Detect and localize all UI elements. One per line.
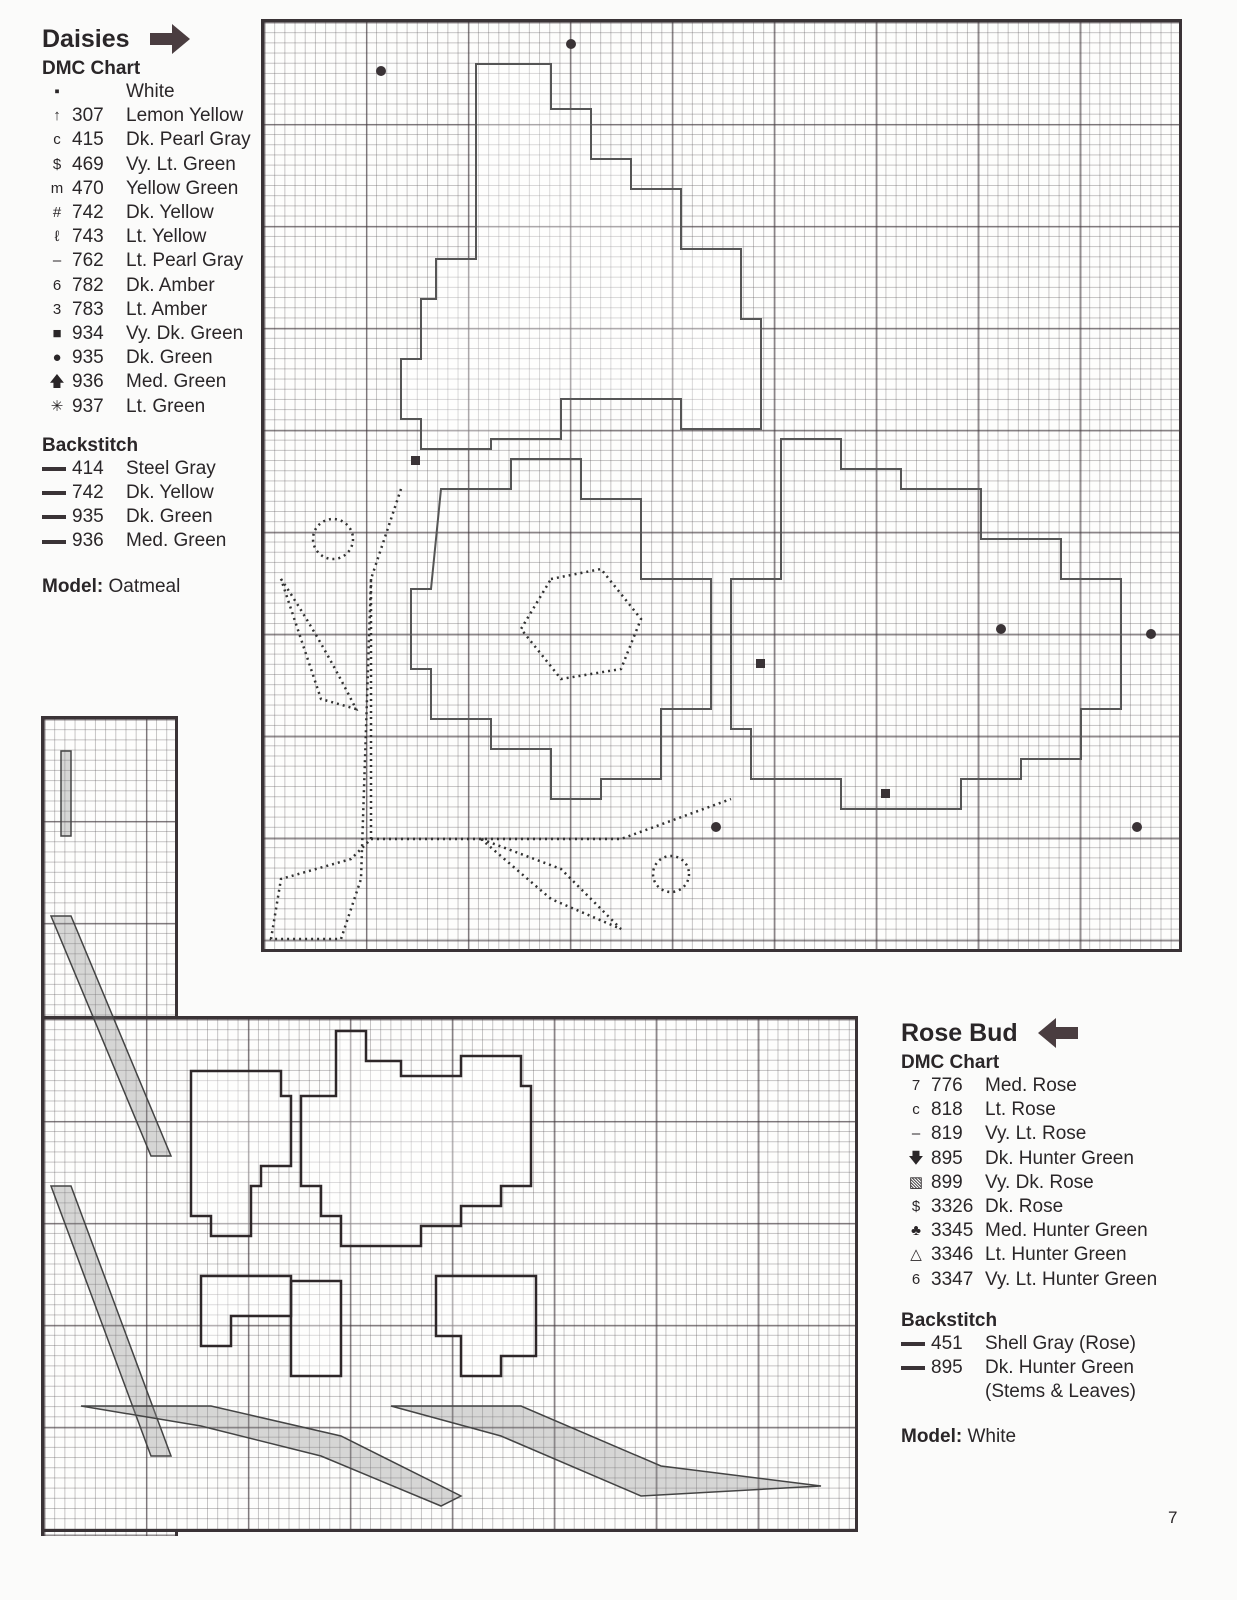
color-name: Dk. Hunter Green bbox=[985, 1147, 1134, 1169]
arrow-left-icon bbox=[1038, 1018, 1078, 1048]
dmc-code: 895 bbox=[931, 1147, 963, 1169]
backstitch-line-icon bbox=[901, 1332, 931, 1356]
color-name: White bbox=[126, 81, 175, 102]
color-name: Shell Gray (Rose) bbox=[985, 1332, 1136, 1354]
stitch-symbol-icon: ♣ bbox=[911, 1222, 921, 1240]
color-key-row bbox=[42, 346, 251, 370]
dmc-code: 414 bbox=[72, 457, 104, 479]
dmc-code: 776 bbox=[931, 1075, 963, 1096]
dmc-code: 451 bbox=[931, 1332, 963, 1354]
backstitch-note: (Stems & Leaves) bbox=[985, 1381, 1136, 1403]
backstitch-heading: Backstitch bbox=[42, 434, 139, 456]
stitch-symbol-icon: 6 bbox=[911, 1270, 921, 1288]
color-name: Lt. Pearl Gray bbox=[126, 250, 244, 272]
color-name: Med. Hunter Green bbox=[985, 1220, 1148, 1242]
backstitch-row bbox=[901, 1356, 1157, 1380]
daisies-title: Daisies bbox=[42, 24, 251, 54]
color-name: Dk. Green bbox=[126, 506, 213, 528]
dmc-code: 469 bbox=[72, 153, 104, 175]
color-key-row bbox=[42, 201, 251, 225]
color-key-row bbox=[42, 298, 251, 322]
color-key-row bbox=[901, 1122, 1157, 1146]
stitch-symbol-icon: $ bbox=[52, 155, 62, 173]
dmc-code: 307 bbox=[72, 105, 104, 127]
backstitch-line-icon bbox=[42, 505, 72, 529]
color-name: Dk. Yellow bbox=[126, 202, 214, 224]
dmc-code: 818 bbox=[931, 1099, 963, 1121]
dmc-code: 937 bbox=[72, 395, 104, 417]
dmc-code: 742 bbox=[72, 482, 104, 504]
color-key-row bbox=[42, 128, 251, 152]
stitch-symbol-icon: – bbox=[911, 1125, 921, 1143]
dmc-code: 743 bbox=[72, 226, 104, 248]
stitch-symbol-icon: 6 bbox=[52, 276, 62, 294]
backstitch-line-icon bbox=[42, 529, 72, 553]
color-name: Vy. Lt. Green bbox=[126, 153, 236, 175]
dmc-code: 783 bbox=[72, 298, 104, 320]
dmc-code: 936 bbox=[72, 530, 104, 552]
color-key-row bbox=[901, 1219, 1157, 1243]
daisies-legend bbox=[42, 24, 251, 598]
dmc-code: 742 bbox=[72, 202, 104, 224]
color-key-row bbox=[901, 1268, 1157, 1292]
color-key-row bbox=[42, 104, 251, 128]
stitch-symbol-icon: $ bbox=[911, 1198, 921, 1216]
color-name: Med. Rose bbox=[985, 1075, 1077, 1096]
dmc-code: 895 bbox=[931, 1357, 963, 1379]
stitch-symbol-icon: 🡅 bbox=[49, 373, 65, 391]
color-name: Med. Green bbox=[126, 530, 227, 552]
color-name: Lt. Amber bbox=[126, 298, 208, 320]
stitch-symbol-icon: ▪ bbox=[54, 83, 60, 100]
rosebud-title: Rose Bud bbox=[901, 1018, 1157, 1048]
dmc-code: 3347 bbox=[931, 1268, 974, 1290]
backstitch-line-icon bbox=[42, 457, 72, 481]
color-name: Dk. Amber bbox=[126, 274, 215, 296]
stitch-symbol-icon: 7 bbox=[911, 1077, 921, 1094]
color-key-row bbox=[42, 274, 251, 298]
color-key-row bbox=[42, 177, 251, 201]
dmc-code: 3345 bbox=[931, 1220, 974, 1242]
color-name: Vy. Dk. Rose bbox=[985, 1171, 1094, 1193]
color-name: Lt. Green bbox=[126, 395, 206, 417]
color-name: Lt. Yellow bbox=[126, 226, 207, 248]
stitch-symbol-icon: ■ bbox=[52, 325, 62, 343]
color-key-row bbox=[42, 225, 251, 249]
rosebud-legend bbox=[901, 1018, 1157, 1448]
stitch-symbol-icon: c bbox=[53, 131, 61, 149]
color-name: Vy. Lt. Hunter Green bbox=[985, 1268, 1158, 1290]
backstitch-row bbox=[42, 481, 251, 505]
stitch-symbol-icon: ▧ bbox=[908, 1173, 924, 1191]
dmc-code: 935 bbox=[72, 506, 104, 528]
stitch-symbol-icon: △ bbox=[910, 1246, 922, 1264]
page-number: 7 bbox=[1168, 1508, 1178, 1527]
stitch-symbol-icon: m bbox=[50, 179, 64, 197]
stitch-symbol-icon: ● bbox=[52, 349, 62, 367]
color-name: Vy. Dk. Green bbox=[126, 323, 244, 345]
stitch-symbol-icon: – bbox=[52, 252, 62, 270]
color-key-row bbox=[901, 1243, 1157, 1267]
backstitch-row bbox=[42, 457, 251, 481]
color-key-row bbox=[42, 249, 251, 273]
dmc-code: 3346 bbox=[931, 1244, 974, 1266]
backstitch-row bbox=[42, 505, 251, 529]
model-fabric: Model: White bbox=[901, 1426, 1017, 1448]
backstitch-row bbox=[42, 529, 251, 553]
dmc-code: 415 bbox=[72, 129, 104, 151]
stitch-symbol-icon: 🡇 bbox=[908, 1149, 924, 1167]
color-name: Dk. Pearl Gray bbox=[126, 129, 251, 151]
dmc-code: 470 bbox=[72, 177, 104, 199]
dmc-code: 935 bbox=[72, 347, 104, 369]
rosebud-motif bbox=[41, 716, 858, 1536]
dmc-heading: DMC Chart bbox=[42, 58, 141, 79]
arrow-right-icon bbox=[150, 24, 190, 54]
backstitch-heading: Backstitch bbox=[901, 1309, 998, 1331]
stitch-symbol-icon: c bbox=[912, 1101, 920, 1119]
color-name: Lemon Yellow bbox=[126, 105, 244, 127]
color-name: Dk. Rose bbox=[985, 1196, 1064, 1218]
color-name: Dk. Hunter Green bbox=[985, 1357, 1134, 1379]
color-name: Vy. Lt. Rose bbox=[985, 1123, 1087, 1145]
color-name: Yellow Green bbox=[126, 177, 239, 199]
color-key-row bbox=[901, 1098, 1157, 1122]
dmc-code: 782 bbox=[72, 274, 104, 296]
stitch-symbol-icon: ↑ bbox=[53, 107, 61, 125]
color-name: Dk. Green bbox=[126, 347, 213, 369]
color-name: Med. Green bbox=[126, 371, 227, 393]
color-key-row bbox=[42, 322, 251, 346]
color-key-row bbox=[901, 1171, 1157, 1195]
dmc-code: 3326 bbox=[931, 1196, 974, 1218]
color-key-row bbox=[42, 370, 251, 394]
stitch-symbol-icon: 3 bbox=[52, 300, 62, 318]
dmc-code: 899 bbox=[931, 1171, 963, 1193]
color-key-row bbox=[42, 153, 251, 177]
color-name: Lt. Rose bbox=[985, 1099, 1056, 1121]
stitch-symbol-icon: # bbox=[52, 204, 62, 222]
color-name: Dk. Yellow bbox=[126, 482, 214, 504]
color-key-row bbox=[901, 1074, 1157, 1098]
backstitch-row bbox=[901, 1332, 1157, 1356]
backstitch-line-icon bbox=[901, 1356, 931, 1380]
dmc-code bbox=[72, 80, 126, 104]
dmc-code: 762 bbox=[72, 250, 104, 272]
dmc-code: 936 bbox=[72, 371, 104, 393]
color-key-row bbox=[901, 1147, 1157, 1171]
color-key-row bbox=[42, 80, 251, 104]
stitch-symbol-icon: ✳ bbox=[50, 397, 64, 415]
stitch-symbol-icon: ℓ bbox=[54, 228, 60, 246]
color-name: Lt. Hunter Green bbox=[985, 1244, 1127, 1266]
color-key-row bbox=[901, 1195, 1157, 1219]
dmc-code: 819 bbox=[931, 1123, 963, 1145]
model-fabric: Model: Oatmeal bbox=[42, 575, 181, 597]
color-key-row bbox=[42, 395, 251, 419]
dmc-heading: DMC Chart bbox=[901, 1052, 1000, 1073]
backstitch-line-icon bbox=[42, 481, 72, 505]
color-name: Steel Gray bbox=[126, 457, 216, 479]
dmc-code: 934 bbox=[72, 323, 104, 345]
